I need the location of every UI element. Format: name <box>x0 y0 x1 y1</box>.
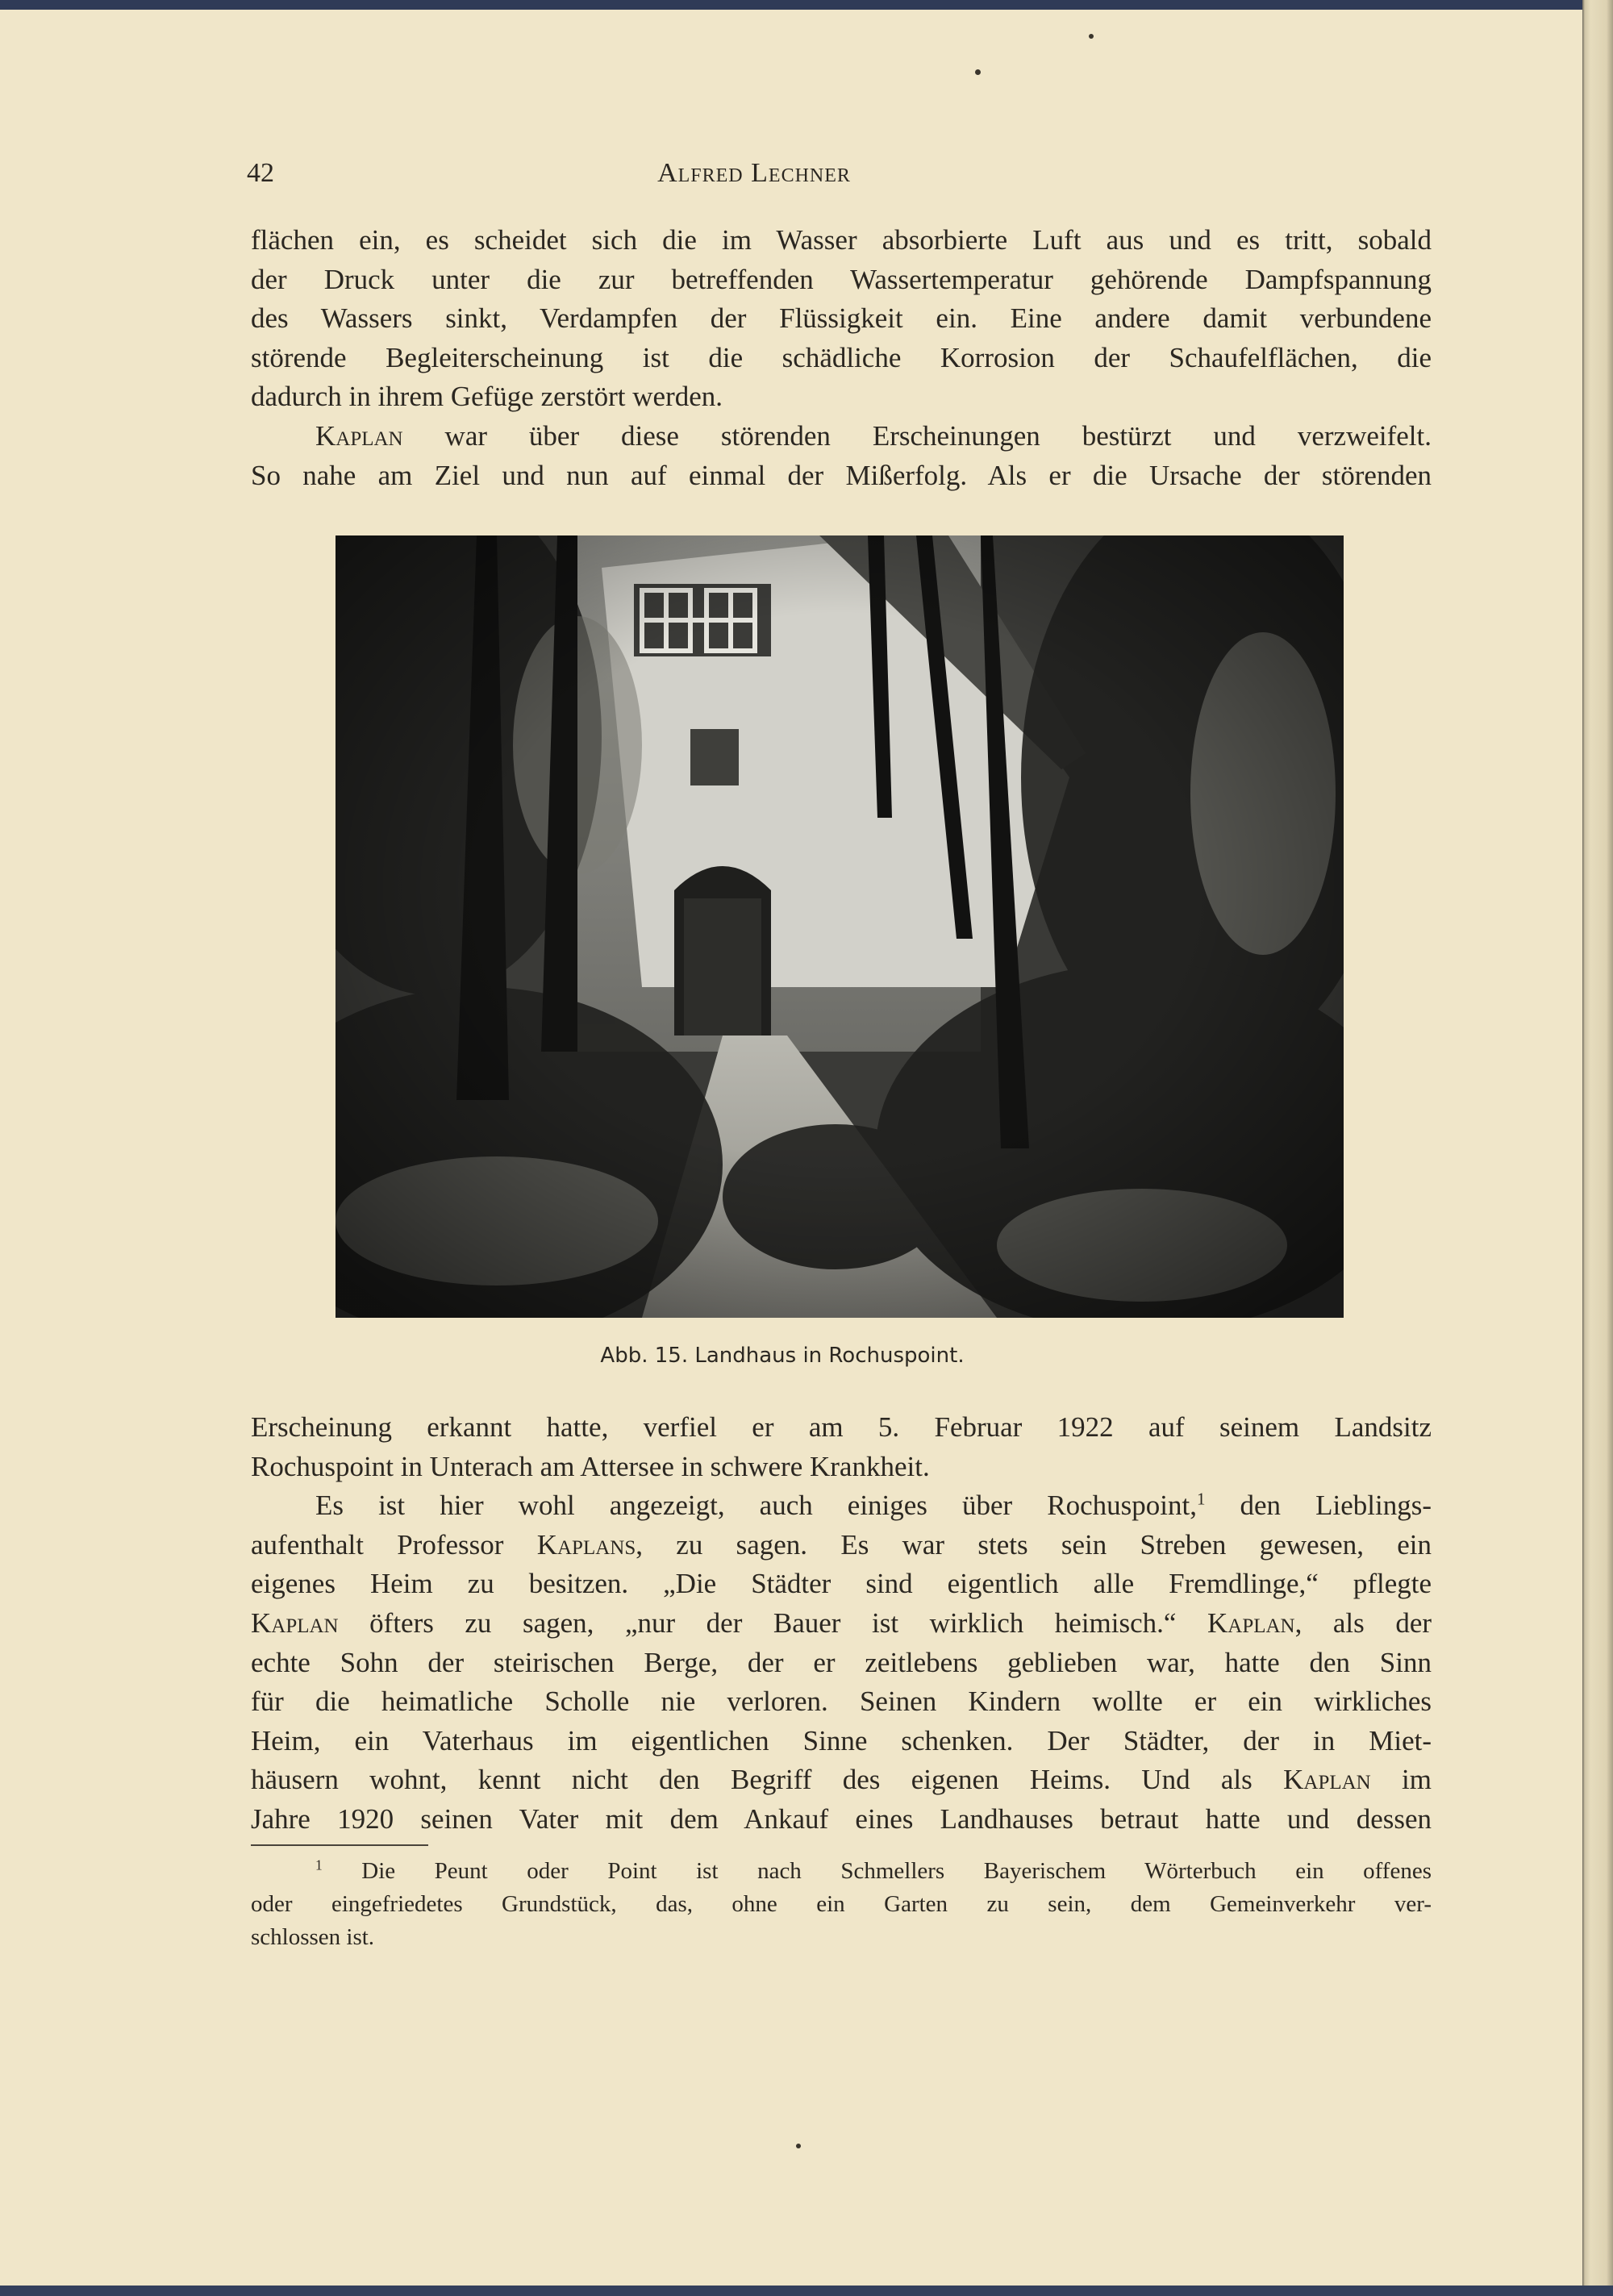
footnote-line: schlossen ist. <box>251 1924 375 1950</box>
body-text-top <box>251 221 1432 495</box>
text-line <box>251 1526 1432 1565</box>
text-segment: den Lieblings- <box>1205 1490 1432 1522</box>
text-segment: , zu sagen. Es war stets sein Streben gewesen, ein <box>636 1528 1432 1561</box>
footnote <box>251 1855 1432 1954</box>
speck <box>796 2144 801 2148</box>
text-line: Heim, ein Vaterhaus im eigentlichen Sinne schenken. Der Städter, der in Miet- <box>251 1724 1432 1756</box>
text-line: störende Begleiterscheinung ist die schädliche Korrosion der Schaufelflächen, die <box>251 341 1432 373</box>
text-segment: aufenthalt Professor <box>251 1528 537 1561</box>
text-line <box>251 1486 1432 1526</box>
name-kaplan: Kaplan <box>251 1606 339 1639</box>
speck <box>1089 34 1094 39</box>
text-segment: im <box>1370 1764 1432 1796</box>
name-kaplans: Kaplans <box>536 1528 636 1561</box>
text-line: flächen ein, es scheidet sich die im Wasser absorbierte Luft aus und es tritt, sobald <box>251 224 1432 256</box>
speck <box>975 69 981 75</box>
figure-photo-landhaus <box>336 535 1344 1318</box>
text-line: echte Sohn der steirischen Berge, der er zeitlebens geblieben war, hatte den Sinn <box>251 1646 1432 1678</box>
name-kaplan: Kaplan <box>1283 1764 1371 1796</box>
footnote-line <box>251 1855 1432 1888</box>
footnote-marker: 1 <box>315 1856 323 1873</box>
footnote-divider <box>251 1844 428 1846</box>
text-segment: häusern wohnt, kennt nicht den Begriff des eigenen Heims. Und als <box>251 1764 1284 1796</box>
text-line: eigenes Heim zu besitzen. „Die Städter sind eigentlich alle Fremdlinge,“ pflegte <box>251 1568 1432 1600</box>
text-line: Rochuspoint in Unterach am Attersee in schwere Krankheit. <box>251 1450 930 1482</box>
figure-caption: Abb. 15. Landhaus in Rochuspoint. <box>600 1344 965 1368</box>
name-kaplan: Kaplan <box>1207 1606 1295 1639</box>
page-edge <box>1582 0 1613 2296</box>
page-number: 42 <box>247 158 274 188</box>
text-segment: war über diese störenden Erscheinungen bestürzt und verzweifelt. <box>402 419 1432 452</box>
text-line: des Wassers sinkt, Verdampfen der Flüssigkeit ein. Eine andere damit verbundene <box>251 302 1432 335</box>
text-line <box>251 1604 1432 1644</box>
text-segment: Die Peunt oder Point ist nach Schmellers Bayerischem Wörterbuch ein offenes <box>322 1858 1432 1884</box>
running-head: Alfred Lechner <box>657 158 851 188</box>
text-segment: Es ist hier wohl angezeigt, auch einiges über Rochuspoint, <box>315 1490 1197 1522</box>
text-line: Jahre 1920 seinen Vater mit dem Ankauf eines Landhauses betraut hatte und dessen <box>251 1802 1432 1835</box>
footnote-line: oder eingefriedetes Grundstück, das, ohne ein Garten zu sein, dem Gemeinverkehr ver- <box>251 1891 1432 1917</box>
text-line <box>251 417 1432 456</box>
text-line: Erscheinung erkannt hatte, verfiel er am 5. Februar 1922 auf seinem Landsitz <box>251 1411 1432 1443</box>
text-line: der Druck unter die zur betreffenden Wassertemperatur gehörende Dampfspannung <box>251 263 1432 295</box>
footnote-ref[interactable]: 1 <box>1196 1489 1206 1509</box>
photo-image <box>336 535 1344 1318</box>
body-text-bottom <box>251 1408 1432 1840</box>
text-line: So nahe am Ziel und nun auf einmal der Mißerfolg. Als er die Ursache der störenden <box>251 459 1432 491</box>
text-line: dadurch in ihrem Gefüge zerstört werden. <box>251 381 723 413</box>
name-kaplan: Kaplan <box>315 419 403 452</box>
bottom-scan-border <box>0 2286 1613 2296</box>
top-scan-border <box>0 0 1613 10</box>
text-segment: , als der <box>1294 1606 1432 1639</box>
text-segment: öfters zu sagen, „nur der Bauer ist wirklich heimisch.“ <box>338 1606 1207 1639</box>
text-line: für die heimatliche Scholle nie verloren. Seinen Kindern wollte er ein wirkliches <box>251 1686 1432 1718</box>
text-line <box>251 1761 1432 1800</box>
